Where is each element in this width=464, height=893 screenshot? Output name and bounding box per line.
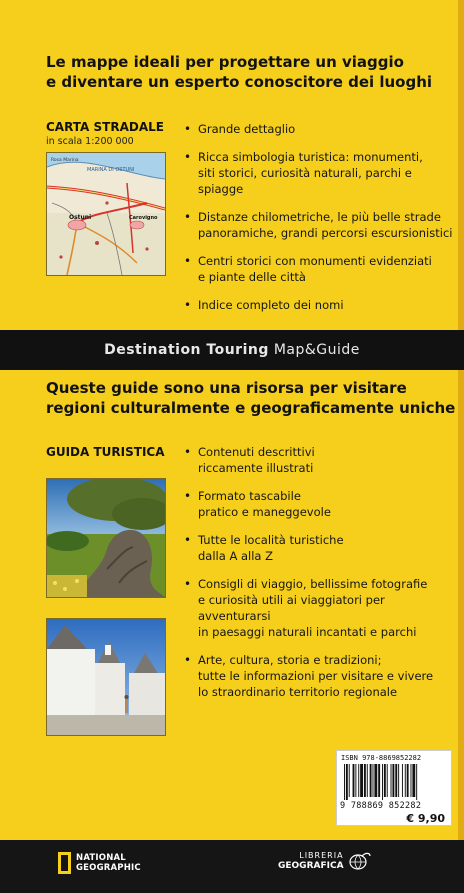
- road-map-thumbnail: [46, 152, 166, 276]
- map-label-ostuni: Ostuni: [69, 214, 92, 221]
- guide-features-list: [184, 444, 454, 700]
- map-feature-5: • Indice completo dei nomi: [184, 297, 454, 313]
- guide-section-label: GUIDA TURISTICA: [46, 445, 165, 459]
- map-features-list: [184, 121, 454, 313]
- map-feature-1: • Grande dettaglio: [184, 121, 454, 137]
- guide-feature-5: • Arte, cultura, storia e tradizioni; tutte le informazioni per visitare e vivere lo straordinario territorio regionale: [184, 652, 454, 700]
- map-headline: [46, 52, 456, 92]
- map-feature-3: • Distanze chilometriche, le più belle strade panoramiche, grandi percorsi escursionistici: [184, 209, 454, 241]
- guide-feature-3: • Tutte le località turistiche dalla A alla Z: [184, 532, 454, 564]
- trulli-photo: [46, 618, 166, 736]
- map-section: [0, 0, 464, 330]
- lg-logo-line-1: LIBRERIA: [299, 851, 344, 860]
- yellow-frame-icon: [58, 852, 71, 874]
- libreria-geografica-logo: [278, 850, 372, 872]
- map-headline-line-2: e diventare un esperto conoscitore dei luoghi: [46, 73, 433, 91]
- series-title-band: [0, 330, 464, 370]
- map-headline-line-1: Le mappe ideali per progettare un viaggio: [46, 53, 404, 71]
- map-section-label: CARTA STRADALE: [46, 120, 164, 134]
- guide-feature-4: • Consigli di viaggio, bellissime fotografie e curiosità utili ai viaggiatori per avventurarsi in paesaggi naturali incantati e parchi: [184, 576, 454, 640]
- ng-logo-line-2: GEOGRAPHIC: [76, 863, 141, 873]
- guide-headline: [46, 378, 456, 418]
- price-label: € 9,90: [406, 812, 445, 825]
- isbn-text: ISBN 978-8869852282: [341, 754, 422, 762]
- national-geographic-logo: [58, 852, 141, 874]
- ng-logo-line-1: NATIONAL: [76, 853, 126, 863]
- map-feature-2: • Ricca simbologia turistica: monumenti, siti storici, curiosità naturali, parchi e spiagge: [184, 149, 454, 197]
- map-label-carovigno: Carovigno: [129, 215, 158, 221]
- map-label-village: Rosa Marina: [51, 158, 79, 163]
- guide-feature-1: • Contenuti descrittivi riccamente illustrati: [184, 444, 454, 476]
- series-title: [104, 342, 360, 358]
- guide-feature-2: • Formato tascabile pratico e maneggevole: [184, 488, 454, 520]
- barcode-icon: [343, 764, 447, 800]
- barcode-sticker: [336, 750, 452, 826]
- series-title-normal: Map&Guide: [273, 342, 360, 358]
- guide-headline-line-2: regioni culturalmente e geograficamente uniche: [46, 399, 456, 417]
- map-feature-4: • Centri storici con monumenti evidenziati e piante delle città: [184, 253, 454, 285]
- guide-headline-line-1: Queste guide sono una risorsa per visitare: [46, 379, 407, 397]
- globe-icon: [346, 850, 372, 872]
- olive-tree-photo: [46, 478, 166, 598]
- map-label-sea: MARINA DI OSTUNI: [87, 167, 135, 173]
- map-scale-label: in scala 1:200 000: [46, 136, 134, 147]
- barcode-digits: 9 788869 852282: [340, 801, 422, 811]
- lg-logo-line-2: GEOGRAFICA: [278, 861, 344, 871]
- series-title-bold: Destination Touring: [104, 342, 269, 358]
